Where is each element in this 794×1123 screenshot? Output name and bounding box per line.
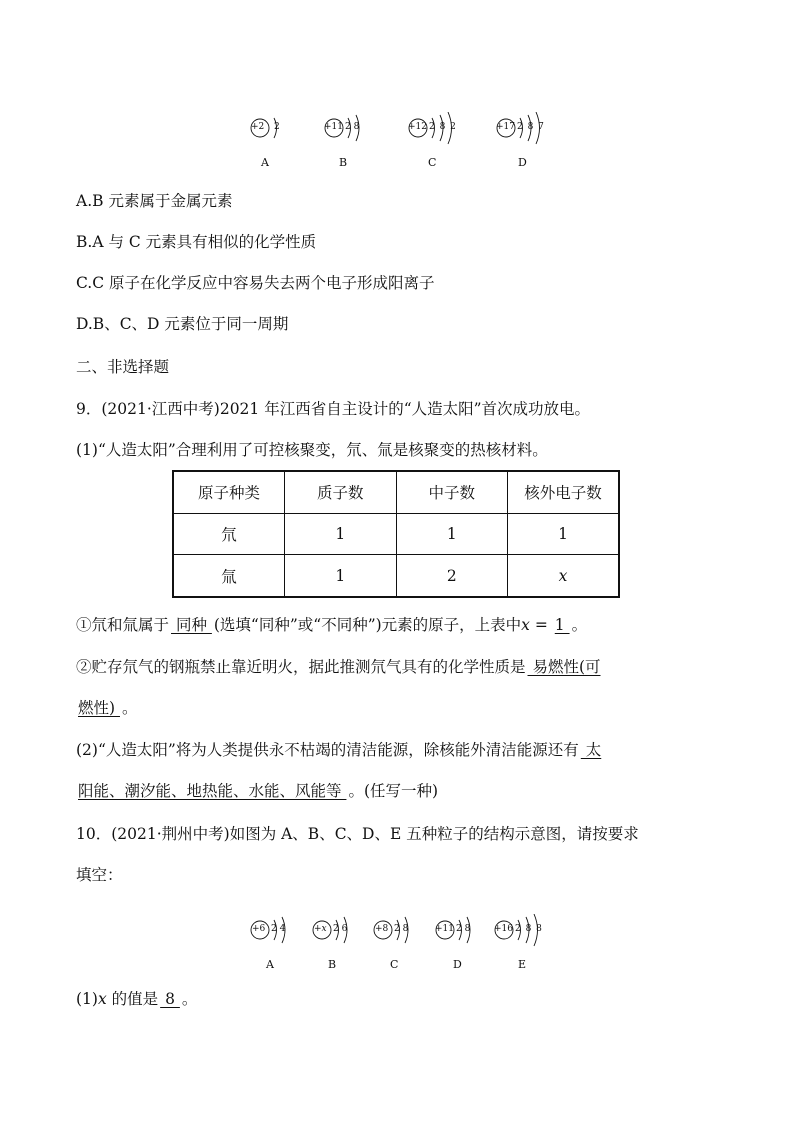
- answer-blank: 燃性): [78, 699, 120, 717]
- table-header-cell: 核外电子数: [508, 471, 620, 513]
- atom-letter: B: [328, 958, 337, 971]
- atom-diagram-a: [248, 914, 318, 978]
- table-cell: 1: [396, 513, 508, 555]
- nucleus-charge: +2: [251, 122, 265, 132]
- option-d: D.B、C、D 元素位于同一周期: [76, 315, 289, 333]
- atom-diagram-a: [248, 112, 318, 176]
- table-header-cell: 中子数: [396, 471, 508, 513]
- table-header-cell: 原子种类: [173, 471, 285, 513]
- electron-shells: 2 8: [345, 122, 360, 132]
- atom-shell-drawing: [371, 914, 441, 954]
- atom-diagram-c: [406, 112, 476, 176]
- table-cell: 氘: [173, 513, 285, 555]
- table-header-row: [173, 471, 619, 513]
- atom-shell-drawing: [406, 112, 476, 152]
- atom-letter: D: [453, 958, 462, 971]
- atom-diagram-b: [310, 914, 380, 978]
- electron-shells: 2 6: [333, 924, 348, 934]
- nucleus-charge: +8: [375, 924, 389, 934]
- atom-shell-drawing: [248, 914, 318, 954]
- atom-letter: B: [339, 156, 348, 169]
- sub-2-text: ②贮存氘气的钢瓶禁止靠近明火，据此推测氘气具有的化学性质是: [76, 658, 526, 676]
- period: 。: [181, 990, 198, 1008]
- answer-blank: 同种: [171, 616, 212, 634]
- question-10-stem-line-1: 10．(2021·荆州中考)如图为 A、B、C、D、E 五种粒子的结构示意图，请按要求: [76, 825, 639, 843]
- sub-1-text: ①氘和氚属于: [76, 616, 170, 634]
- atom-shell-drawing: [494, 112, 564, 152]
- question-9-stem: 9．(2021·江西中考)2021 年江西省自主设计的“人造太阳”首次成功放电。: [76, 400, 591, 418]
- sub-1-text: (1): [76, 990, 98, 1008]
- answer-blank: 1: [554, 616, 570, 634]
- nucleus-charge: +11: [324, 122, 343, 132]
- table-cell: 1: [285, 513, 397, 555]
- question-9-sub-1: [76, 614, 587, 636]
- sub-1-text: 的值是: [106, 990, 159, 1008]
- answer-blank: 太: [580, 741, 602, 759]
- table-cell: 1: [508, 513, 620, 555]
- variable-x: x: [521, 616, 530, 634]
- variable-x: x: [97, 990, 107, 1008]
- atom-letter: C: [390, 958, 399, 971]
- atom-diagram-c: [371, 914, 441, 978]
- table-cell: 1: [285, 555, 397, 597]
- electron-shells: 2 8 7: [517, 122, 545, 132]
- question-9-part-2-line-2: [76, 780, 438, 802]
- table-cell: x: [508, 555, 620, 597]
- electron-shells: 2 8: [394, 924, 409, 934]
- period: 。: [121, 699, 138, 717]
- question-10-sub-1: [76, 988, 197, 1010]
- equals-sign: =: [529, 616, 553, 634]
- atom-letter: C: [428, 156, 437, 169]
- option-b: B.A 与 C 元素具有相似的化学性质: [76, 233, 317, 251]
- part-2-suffix: 。(任写一种): [348, 782, 439, 800]
- electron-shells: 2 4: [271, 924, 286, 934]
- answer-blank: 阳能、潮汐能、地热能、水能、风能等: [78, 782, 347, 800]
- question-9-part-1: (1)“人造太阳”合理利用了可控核聚变，氘、氚是核聚变的热核材料。: [76, 441, 548, 459]
- atom-diagram-b: [322, 112, 392, 176]
- table-row: [173, 513, 619, 555]
- nucleus-charge: +11: [435, 924, 454, 934]
- atom-letter: A: [266, 958, 274, 971]
- atom-diagram-e: [492, 914, 562, 978]
- option-a: A.B 元素属于金属元素: [76, 192, 233, 210]
- nucleus-charge: +x: [314, 924, 327, 934]
- period: 。: [571, 616, 588, 634]
- isotope-table: [172, 470, 620, 598]
- nucleus-charge: +12: [408, 122, 427, 132]
- question-9-sub-2-line-2: [76, 697, 138, 719]
- electron-shells: 2 8 2: [429, 122, 457, 132]
- atom-letter: A: [261, 156, 269, 169]
- atom-shell-drawing: [310, 914, 380, 954]
- electron-shells: 2 8: [456, 924, 471, 934]
- atom-shell-drawing: [492, 914, 562, 954]
- question-9-part-2-line-1: [76, 739, 603, 761]
- table-header-cell: 质子数: [285, 471, 397, 513]
- table-cell: 氚: [173, 555, 285, 597]
- sub-1-text: (选填“同种”或“不同种”)元素的原子，上表中: [213, 616, 522, 634]
- option-c: C.C 原子在化学反应中容易失去两个电子形成阳离子: [76, 274, 435, 292]
- electron-shells: 2 8 8: [515, 924, 543, 934]
- question-9-sub-2-line-1: [76, 656, 603, 678]
- section-title: 二、非选择题: [76, 358, 170, 376]
- question-10-stem-line-2: 填空：: [76, 866, 123, 884]
- nucleus-charge: +16: [494, 924, 513, 934]
- atom-letter: E: [518, 958, 527, 971]
- table-cell: 2: [396, 555, 508, 597]
- atom-shell-drawing: [248, 112, 318, 152]
- electron-shells: 2: [274, 122, 280, 132]
- nucleus-charge: +17: [496, 122, 515, 132]
- atom-diagram-d: [494, 112, 564, 176]
- answer-blank: 8: [160, 990, 180, 1008]
- part-2-text: (2)“人造太阳”将为人类提供永不枯竭的清洁能源，除核能外清洁能源还有: [76, 741, 579, 759]
- atom-letter: D: [518, 156, 527, 169]
- table-row: [173, 555, 619, 597]
- answer-blank: 易燃性(可: [527, 658, 601, 676]
- atom-shell-drawing: [322, 112, 392, 152]
- nucleus-charge: +6: [252, 924, 266, 934]
